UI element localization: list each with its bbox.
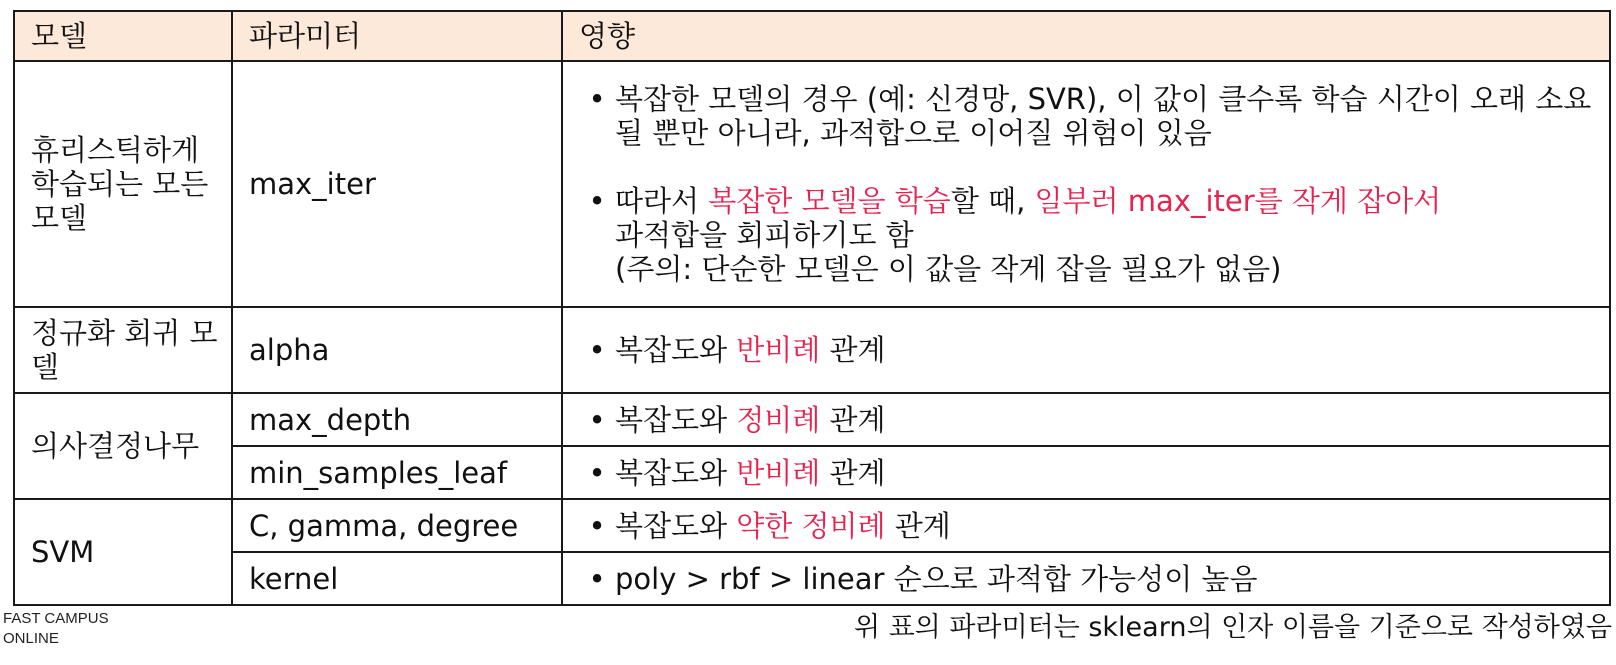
highlight-text: 약한 정비례 [736, 508, 886, 543]
param-cell: max_depth [232, 393, 562, 446]
table-header-row [14, 11, 1610, 61]
table-row [14, 552, 1610, 605]
effect-cell [562, 307, 1610, 393]
highlight-text: 반비례 [736, 455, 821, 490]
text-segment: 복잡도와 [615, 402, 737, 437]
param-cell: C, gamma, degree [232, 499, 562, 552]
effect-cell [562, 393, 1610, 446]
text-segment: 관계 [820, 402, 886, 437]
text-segment: 복잡도와 [615, 333, 737, 367]
highlight-text: 복잡한 모델을 학습 [708, 184, 951, 218]
table-row [14, 307, 1610, 393]
text-segment: 과적합을 회피하기도 함 [615, 218, 914, 252]
effect-text [615, 184, 1609, 286]
highlight-text: 일부러 max_iter를 작게 잡아서 [1034, 184, 1442, 218]
list-item [579, 333, 1609, 367]
highlight-text: 정비례 [736, 402, 821, 437]
brand-line: FAST CAMPUS [3, 610, 109, 627]
effect-cell [562, 552, 1610, 605]
note-text: (주의: 단순한 모델은 이 값을 작게 잡을 필요가 없음) [615, 252, 1282, 286]
bullet: • [588, 184, 606, 218]
table-row [14, 499, 1610, 552]
model-cell: SVM [14, 499, 232, 605]
text-segment: 관계 [885, 508, 951, 543]
brand-line: ONLINE [3, 630, 59, 647]
effect-cell [562, 61, 1610, 307]
footnote: 위 표의 파라미터는 sklearn의 인자 이름을 기준으로 작성하였음 [853, 612, 1612, 643]
header-effect: 영향 [562, 11, 1610, 61]
effect-cell [562, 499, 1610, 552]
list-item [579, 184, 1609, 286]
model-cell: 정규화 회귀 모델 [14, 307, 232, 393]
param-cell: alpha [232, 307, 562, 393]
bullet: • [588, 508, 606, 543]
model-cell: 의사결정나무 [14, 393, 232, 499]
brand-logo [3, 609, 109, 649]
bullet: • [588, 561, 606, 596]
bullet: • [588, 402, 606, 437]
header-model: 모델 [14, 11, 232, 61]
text-segment: 따라서 [615, 184, 709, 218]
effect-cell [562, 446, 1610, 499]
parameter-table [13, 10, 1611, 606]
effect-text: 복잡한 모델의 경우 (예: 신경망, SVR), 이 값이 클수록 학습 시간이 오래 소요될 뿐만 아니라, 과적합으로 이어질 위험이 있음 [615, 82, 1592, 150]
list-item [579, 403, 1609, 437]
list-item [579, 456, 1609, 490]
param-cell: min_samples_leaf [232, 446, 562, 499]
table-row [14, 61, 1610, 307]
table-row [14, 393, 1610, 446]
table-row [14, 446, 1610, 499]
bullet: • [588, 455, 606, 490]
bullet: • [588, 333, 606, 367]
header-param: 파라미터 [232, 11, 562, 61]
effect-text: poly > rbf > linear 순으로 과적합 가능성이 높음 [615, 561, 1258, 596]
param-cell: kernel [232, 552, 562, 605]
text-segment: 관계 [820, 333, 886, 367]
text-segment: 할 때, [950, 184, 1035, 218]
model-cell: 휴리스틱하게 학습되는 모든 모델 [14, 61, 232, 307]
list-item [579, 562, 1609, 596]
text-segment: 관계 [820, 455, 886, 490]
param-cell: max_iter [232, 61, 562, 307]
text-segment: 복잡도와 [615, 455, 737, 490]
list-item [579, 82, 1609, 150]
highlight-text: 반비례 [736, 333, 821, 367]
bullet: • [588, 82, 606, 116]
text-segment: 복잡도와 [615, 508, 737, 543]
list-item [579, 509, 1609, 543]
